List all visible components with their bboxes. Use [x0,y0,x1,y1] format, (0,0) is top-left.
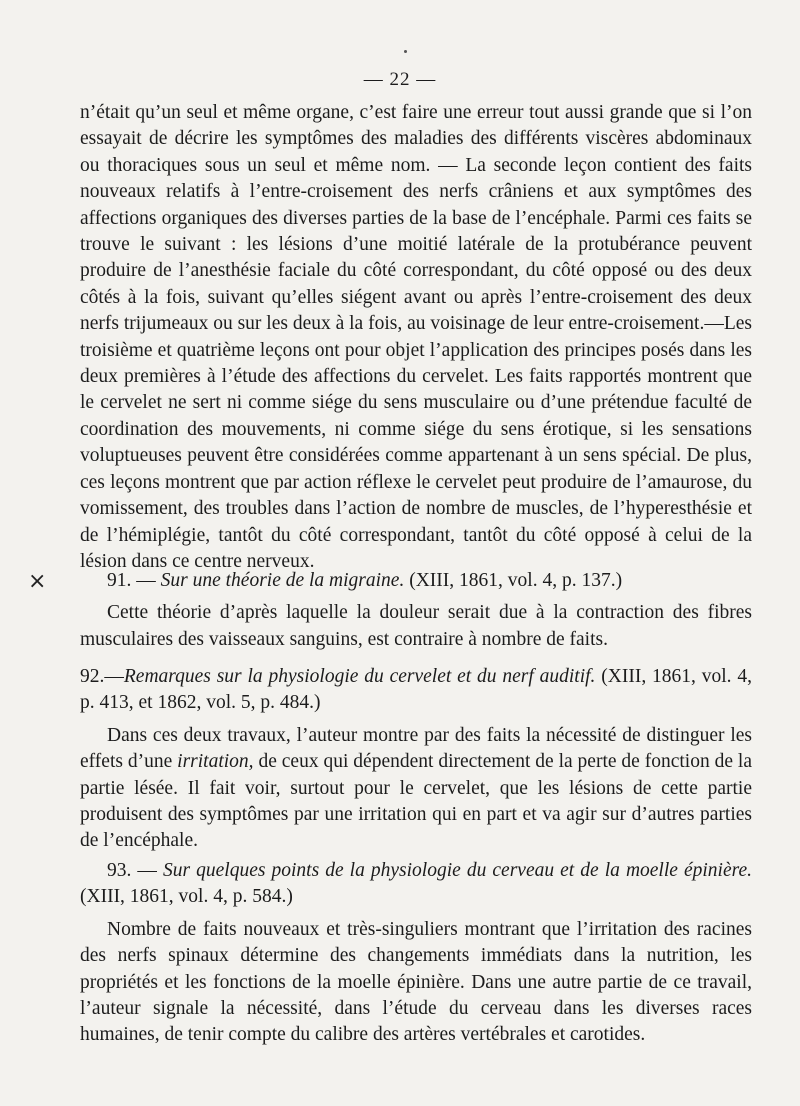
entry-92-body-end: de ceux qui dépendent directement de la perte de fonction de la partie lésée. Il fait voir, surtout pour le cervelet, que les lésions de cette partie produisent des symptômes par une irritation qui en part et va agir sur d’autres parties de l’encéphale. [80,751,752,852]
entry-92-body-italic: irritation, [177,751,254,773]
entry-91-number: 91. — [107,570,156,591]
entry-93-number: 93. — [107,860,157,881]
margin-cross-mark: × [28,569,47,594]
entry-92-body-start: Dans ces deux travaux, l’auteur montre par des faits la nécessité de distinguer les effets d’une [80,724,752,773]
entry-92-reference: (XIII, 1861, vol. 4, p. 413, et 1862, vol. 5, p. 484.) [80,666,753,714]
entry-91-title: Sur une théorie de la migraine. [160,570,405,591]
entry-91-heading [80,568,752,594]
entry-93-body: Nombre de faits nouveaux et très-singuliers montrant que l’irritation des racines des nerfs spinaux détermine des changements immédiats dans la nutrition, les propriétés et les fonctions de la moelle épinière. Dans une autre partie de ce travail, l’auteur signale la nécessité, dans l’étude du cerveau dans les diverses races humaines, de tenir compte du calibre des artères vertébrales et carotides. [80,918,752,1046]
entry-93 [80,858,752,1049]
entry-92-title: Remarques sur la physiologie du cervelet et du nerf auditif. [123,666,596,687]
intro-paragraph: n’était qu’un seul et même organe, c’est faire une erreur tout aussi grande que si l’on essayait de décrire les symptômes des maladies des différents viscères abdominaux ou thoraciques sous un seul et même nom. — La seconde leçon contient des faits nouveaux relatifs à l’entre-croisement des nerfs crâniens et aux symptômes des affections organiques des diverses parties de la base de l’encéphale. Parmi ces faits se trouve le suivant : les lésions d’une moitié latérale de la protubérance peuvent produire de l’anesthésie faciale du côté correspondant, du côté opposé ou des deux côtés à la fois, suivant qu’elles siégent avant ou après l’entre-croisement des deux nerfs trijumeaux ou sur les deux à la fois, au voisinage de leur entre-croisement.—Les troisième et quatrième leçons ont pour objet l’application des principes posés dans les deux premières à l’étude des affections du cervelet. Les faits rapportés montrent que le cervelet ne sert ni comme siége du sens musculaire ou d’une prétendue faculté de coordination des mouvements, ni comme siége du sens érotique, si les sensations voluptueuses peuvent être considérées comme appartenant à un sens spécial. De plus, ces leçons montrent que par action réflexe le cervelet peut produire de l’amaurose, du vomissement, des troubles dans l’action de nombre de muscles, de l’hyperesthésie et de l’hémiplégie, tantôt du côté correspondant, tantôt du côté opposé à celui de la lésion dans ce centre nerveux. [80,102,752,572]
entry-92-heading [80,664,752,717]
entry-93-reference: (XIII, 1861, vol. 4, p. 584.) [80,886,293,908]
entry-91-body: Cette théorie d’après laquelle la douleur serait due à la contraction des fibres musculaires des vaisseaux sanguins, est contraire à nombre de faits. [80,602,752,650]
entry-93-title: Sur quelques points de la physiologie du cerveau et de la moelle épinière. [163,860,753,881]
intro-paragraph-block [80,100,752,575]
entry-91 [80,568,752,653]
entry-91-reference: (XIII, 1861, vol. 4, p. 137.) [409,570,623,591]
entry-93-heading [80,858,752,911]
page-number: — 22 — [363,69,437,90]
entry-92-number: 92.— [80,666,124,687]
entry-92 [80,664,752,855]
entry-92-body [80,723,752,855]
ink-dot [404,50,407,53]
